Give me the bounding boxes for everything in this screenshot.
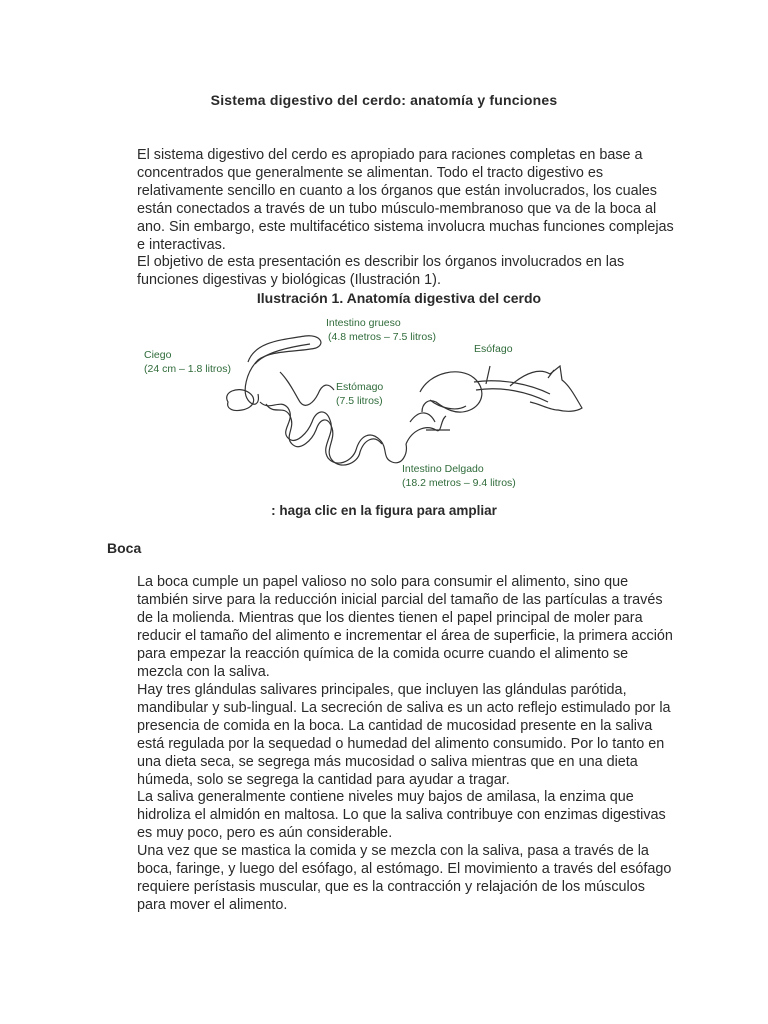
- label-ciego-value: (24 cm – 1.8 litros): [144, 363, 231, 375]
- intro-paragraph-1: El sistema digestivo del cerdo es apropiado para raciones completas en base a concentrados que generalmente se alimentan. Todo el tracto digestivo es relativamente sencillo en cuanto a los órganos que están involucrados, los cuales están conectados a través de un tubo músculo-membranoso que va de la boca al ano. Sin embargo, este multifacético sistema involucra muchas funciones complejas e interactivas.: [137, 147, 674, 253]
- label-intestino-delgado: Intestino Delgado: [402, 463, 484, 475]
- section-heading-boca: Boca: [107, 540, 142, 556]
- boca-paragraph-2: Hay tres glándulas salivares principales, que incluyen las glándulas parótida, mandibular y sub-lingual. La secreción de saliva es un acto reflejo estimulado por la presencia de comida en la boca. La cantidad de mucosidad presente en la saliva está regulada por la sequedad o humedad del alimento consumido. Por lo tanto en una dieta seca, se segrega más mucosidad o saliva mientras que en una dieta húmeda, solo se segrega la cantidad para ayudar a tragar.: [137, 682, 671, 788]
- figure-caption-link[interactable]: : haga clic en la figura para ampliar: [271, 503, 497, 518]
- label-ciego: Ciego: [144, 349, 172, 361]
- label-intestino-delgado-value: (18.2 metros – 9.4 litros): [402, 477, 516, 489]
- intro-paragraph-2: El objetivo de esta presentación es describir los órganos involucrados en las funciones digestivas y biológicas (Ilustración 1).: [137, 254, 625, 288]
- label-intestino-grueso-value: (4.8 metros – 7.5 litros): [328, 331, 436, 343]
- label-esofago: Esófago: [474, 343, 513, 355]
- boca-paragraph-3: La saliva generalmente contiene niveles muy bajos de amilasa, la enzima que hidroliza el almidón en maltosa. Lo que la saliva contribuye con enzimas digestivas es muy poco, pero es aún considerable.: [137, 789, 666, 841]
- figure-title: Ilustración 1. Anatomía digestiva del cerdo: [256, 290, 542, 306]
- boca-paragraph-4: Una vez que se mastica la comida y se mezcla con la saliva, pasa a través de la boca, faringe, y luego del esófago, al estómago. El movimiento a través del esófago requiere perístasis muscular, que es la contracción y relajación de los músculos para mover el alimento.: [137, 843, 672, 913]
- digestive-tract-drawing: [227, 336, 582, 465]
- document-title: Sistema digestivo del cerdo: anatomía y funciones: [210, 92, 558, 108]
- label-estomago: Estómago: [336, 381, 384, 393]
- label-intestino-grueso: Intestino grueso: [326, 317, 401, 329]
- label-estomago-value: (7.5 litros): [336, 395, 383, 407]
- figure-labels: [144, 317, 516, 489]
- boca-paragraph-1: La boca cumple un papel valioso no solo para consumir el alimento, sino que también sirve para la reducción inicial parcial del tamaño de las partículas a través de la molienda. Mientras que los dientes tienen el papel principal de moler para reducir el tamaño del alimento e incrementar el área de superficie, la primera acción para empezar la reacción química de la comida ocurre cuando el alimento se mezcla con la saliva.: [137, 574, 673, 680]
- pig-digestive-figure[interactable]: [130, 312, 590, 492]
